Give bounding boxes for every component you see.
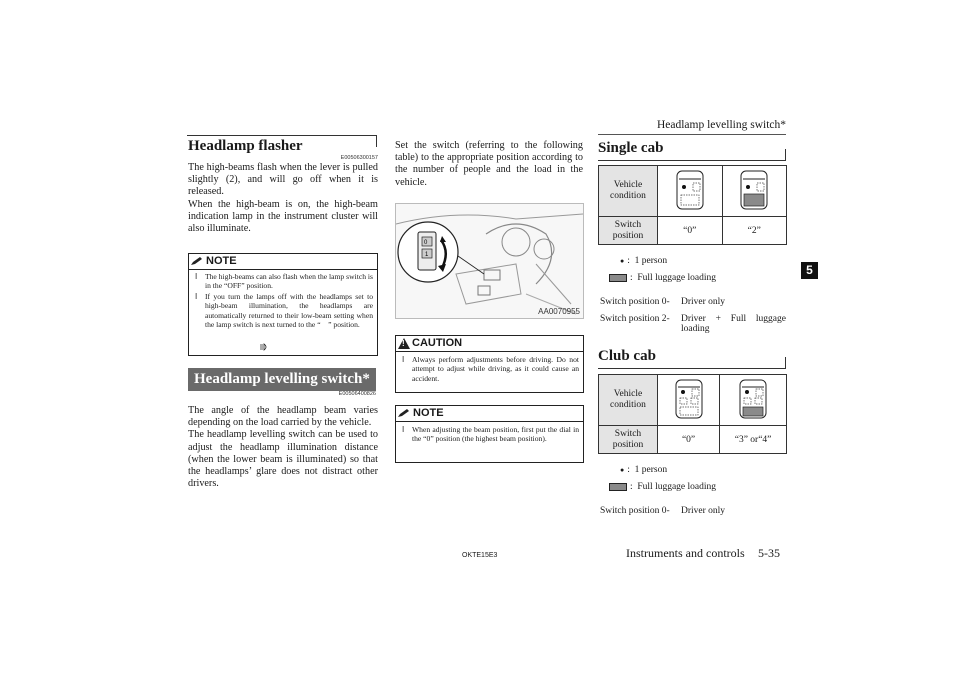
paragraph: The headlamp levelling switch can be used to adjust the headlamp illumination distance (when the lower beam is illuminated) so that the headlamps’ glare does not distract other drivers. — [188, 429, 378, 490]
luggage-swatch-icon — [609, 274, 627, 282]
note-text: If you turn the lamps off with the headlamps set to high-beam illumination, the headlamps are automatically returned to their low-beam setting when the lamp switch is next turned to the “ ” position. — [205, 291, 373, 330]
figure-code: AA0070955 — [538, 307, 580, 316]
intro-paragraph: Set the switch (referring to the following table) to the appropriate position according to the number of people and the load in the vehicle. — [395, 140, 583, 188]
truck-top-view-icon — [737, 170, 771, 210]
table-row-label: Switch position — [599, 217, 658, 245]
section-rule — [598, 368, 786, 369]
switch-position-value: “2” — [722, 217, 787, 245]
note-header — [189, 254, 377, 270]
chapter-tab: 5 — [801, 262, 818, 279]
section-title: Single cab — [598, 140, 664, 156]
person-symbol: ● — [620, 257, 625, 265]
switch-location-figure — [395, 203, 584, 319]
section-headlamp-flasher — [188, 138, 378, 235]
legend-text: : Full luggage loading — [630, 273, 717, 283]
note-text: The high-beams can also flash when the lamp switch is in the “OFF” position. — [205, 272, 373, 291]
caution-item — [402, 355, 579, 383]
paragraph: The angle of the headlamp beam varies depending on the load carried by the vehicle. — [188, 405, 378, 429]
bullet: l — [402, 425, 405, 434]
caution-header — [396, 336, 583, 352]
note-item — [195, 272, 373, 291]
paragraph: The high-beams flash when the lever is pulled slightly (2), and will go off when it is released. — [188, 162, 378, 198]
switch-value: Driver only — [681, 297, 726, 307]
dial-mark: 0 — [424, 240, 428, 246]
section-code: E00506400826 — [338, 391, 376, 397]
note-text: When adjusting the beam position, first put the dial in the “0” position (the highest beam position). — [412, 425, 579, 444]
doc-code: OKTE15E3 — [462, 552, 498, 559]
vehicle-diagram-driver-only — [658, 166, 723, 217]
levelling-banner: Headlamp levelling switch* — [188, 368, 376, 391]
switch-row — [600, 297, 788, 307]
section-rule — [598, 160, 786, 161]
bullet: l — [402, 355, 405, 364]
legend-text: : 1 person — [627, 465, 668, 475]
legend-text: : 1 person — [627, 256, 668, 266]
running-header: Headlamp levelling switch* — [656, 119, 786, 131]
vehicle-diagram-full-luggage — [722, 166, 787, 217]
lamp-symbol-icon — [259, 338, 269, 356]
note-label-text: NOTE — [413, 407, 444, 419]
switch-key: Switch position 0- — [600, 506, 670, 516]
club-cab-heading — [598, 348, 788, 365]
section-headlamp-levelling — [188, 405, 378, 490]
switch-value: Driver + Full luggage loading — [681, 314, 786, 334]
truck-top-view-icon — [672, 379, 706, 419]
section-rule-tick — [376, 135, 377, 147]
pencil-icon — [397, 408, 411, 418]
section-title: Club cab — [598, 348, 656, 364]
dashboard-illustration — [396, 204, 583, 318]
switch-row — [600, 314, 788, 334]
table-row-label: Switch position — [599, 426, 658, 454]
section-title: Headlamp flasher — [188, 138, 303, 154]
bullet: l — [195, 291, 198, 301]
note-header — [396, 406, 583, 422]
bullet: l — [195, 272, 198, 281]
switch-position-value: “3” or“4” — [720, 426, 787, 454]
vehicle-diagram-driver-only — [658, 375, 720, 426]
page-number: 5-35 — [758, 546, 780, 560]
switch-value: Driver only — [681, 506, 726, 516]
note-label-text: NOTE — [206, 255, 237, 267]
legend-luggage — [609, 482, 716, 492]
truck-top-view-icon — [736, 379, 770, 419]
table-row-label: Vehicle condition — [599, 375, 658, 426]
note-label — [396, 407, 448, 419]
header-rule — [598, 134, 786, 135]
switch-key: Switch position 2- — [600, 314, 670, 324]
footer-section: Instruments and controls — [626, 546, 745, 560]
note-items — [189, 270, 377, 329]
person-symbol: ● — [620, 466, 625, 474]
caution-label-text: CAUTION — [412, 337, 463, 349]
single-cab-heading — [598, 140, 788, 157]
note-label — [189, 255, 241, 267]
note-item — [195, 292, 373, 330]
pencil-icon — [190, 256, 204, 266]
switch-row — [600, 506, 788, 516]
note-box — [188, 253, 378, 356]
single-cab-table — [598, 165, 787, 245]
warning-triangle-icon — [398, 338, 410, 349]
caution-label — [396, 337, 466, 349]
legend-luggage — [609, 273, 716, 283]
note-item — [402, 425, 579, 444]
table-row-label: Vehicle condition — [599, 166, 658, 217]
caution-box — [395, 335, 584, 393]
switch-position-value: “0” — [658, 217, 723, 245]
legend-person — [620, 256, 667, 266]
section-rule-tick — [785, 357, 786, 369]
legend-person — [620, 465, 667, 475]
truck-top-view-icon — [673, 170, 707, 210]
vehicle-diagram-full-luggage — [720, 375, 787, 426]
note-items — [396, 422, 583, 444]
switch-position-value: “0” — [658, 426, 720, 454]
legend-text: : Full luggage loading — [630, 482, 717, 492]
section-rule-tick — [785, 149, 786, 161]
section-code: E00506300157 — [340, 155, 378, 161]
note-box — [395, 405, 584, 463]
club-cab-table — [598, 374, 787, 454]
dial-mark: 1 — [425, 252, 429, 258]
luggage-swatch-icon — [609, 483, 627, 491]
paragraph: When the high-beam is on, the high-beam indication lamp in the instrument cluster will also illuminate. — [188, 198, 378, 235]
switch-key: Switch position 0- — [600, 297, 670, 307]
caution-text: Always perform adjustments before driving. Do not attempt to adjust while driving, as it could cause an accident. — [412, 355, 579, 383]
section-rule — [187, 135, 377, 136]
caution-items — [396, 352, 583, 383]
